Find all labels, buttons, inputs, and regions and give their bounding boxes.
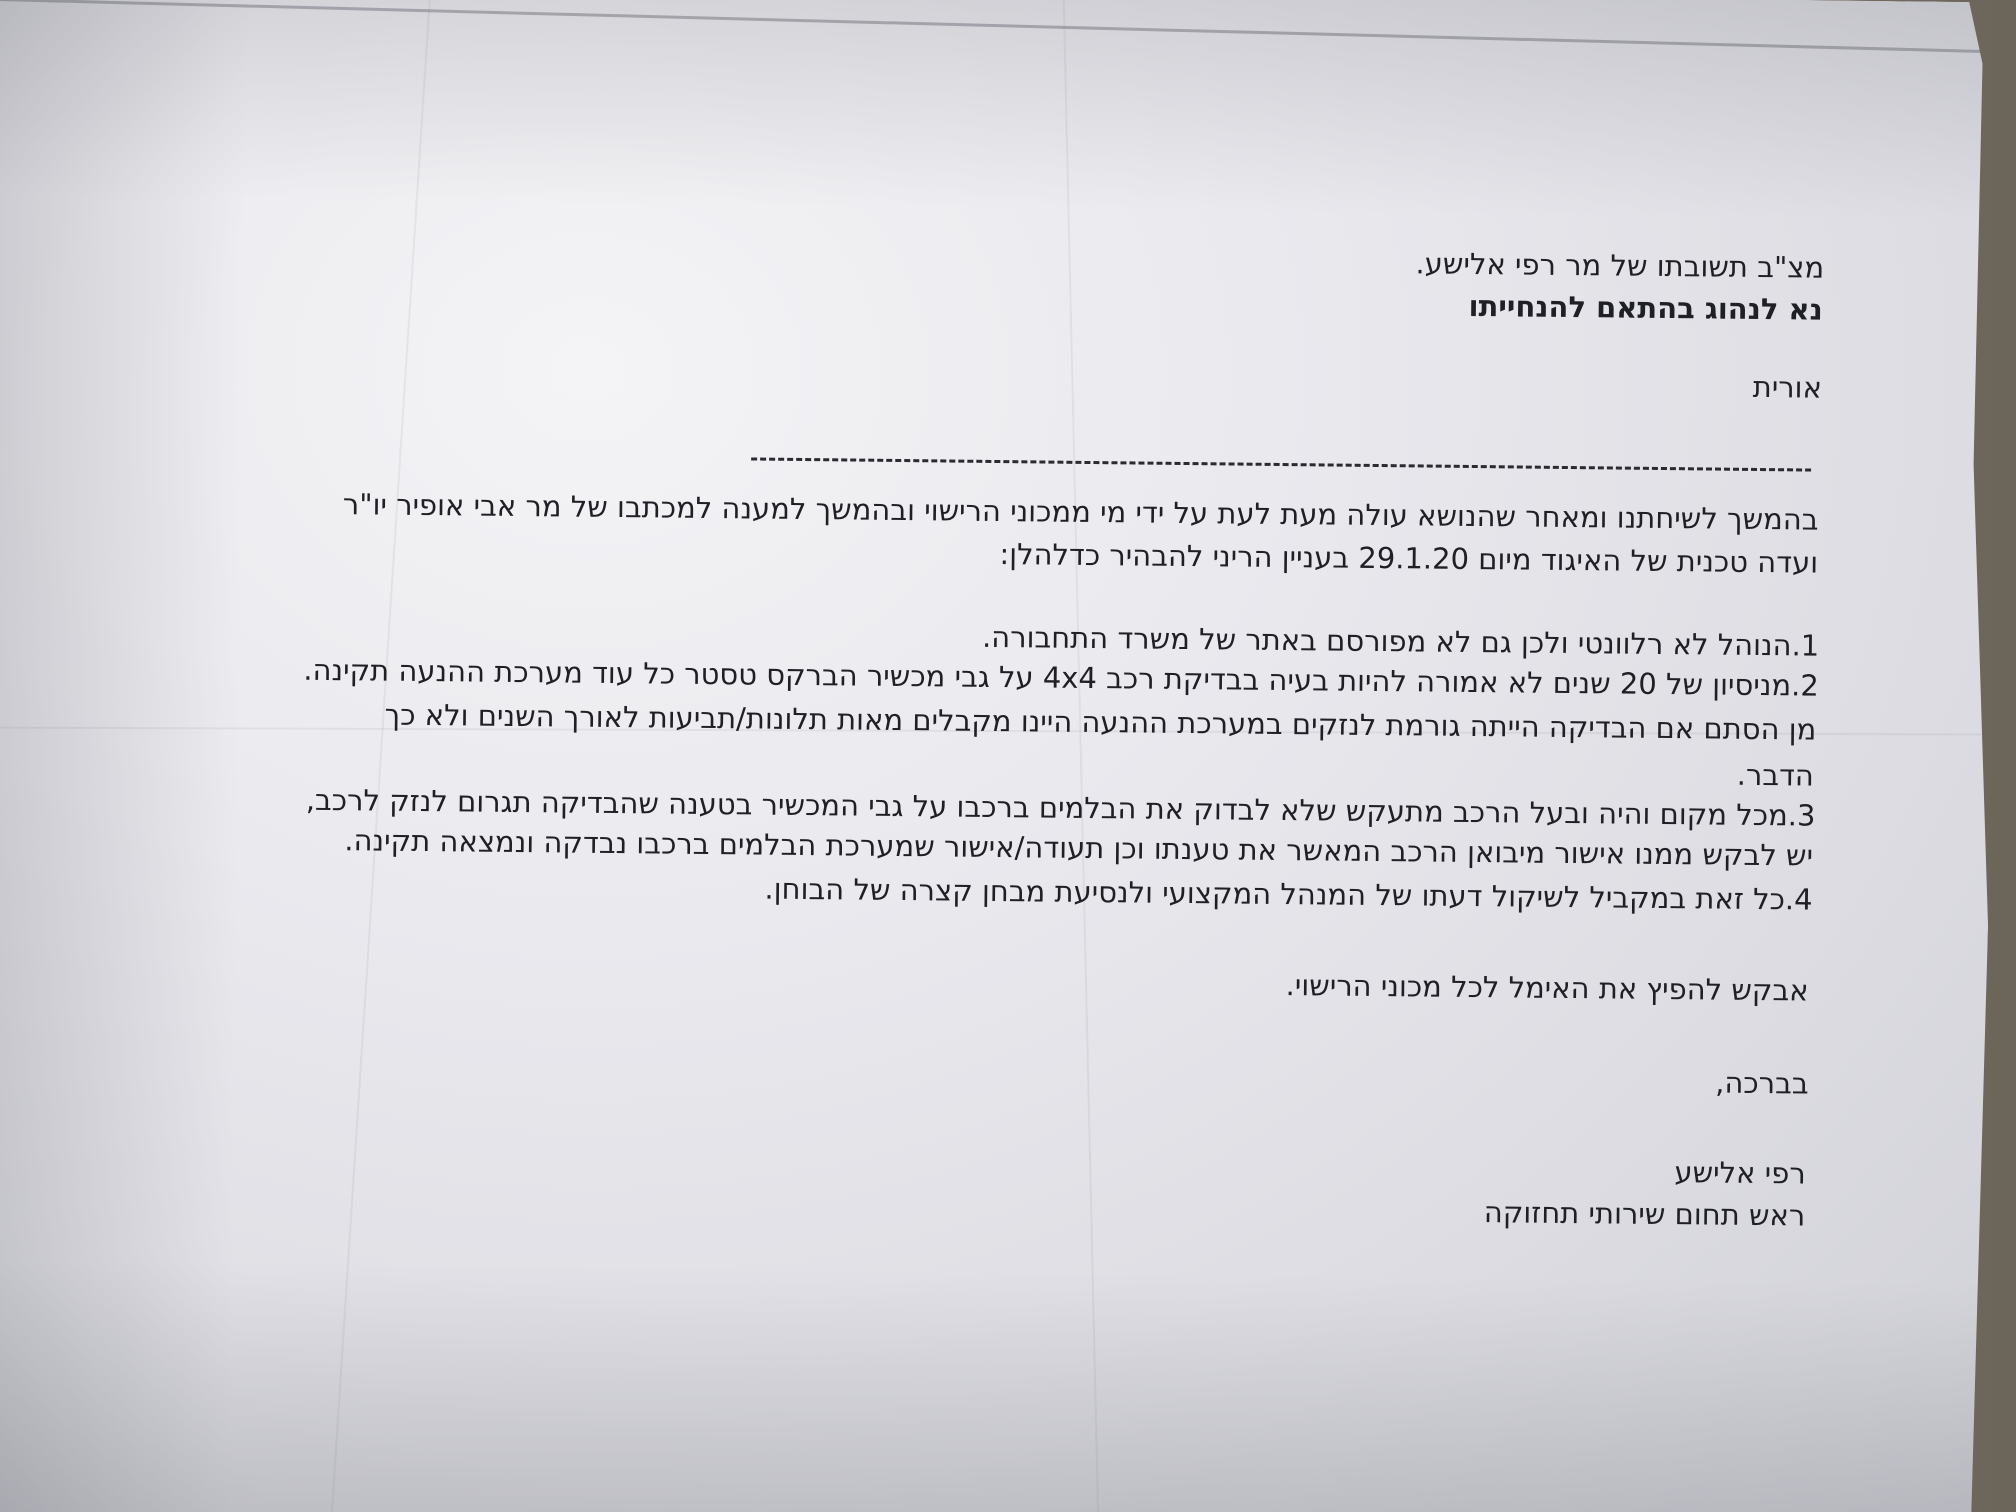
point-2-end: הדבר. xyxy=(1736,757,1815,793)
point-4: 4.כל זאת במקביל לשיקול דעתו של המנהל המקצועי ולנסיעת מבחן קצרה של הבוחן. xyxy=(764,871,1813,917)
instruction-line: נא לנהוג בהתאם להנחייתו xyxy=(1468,288,1823,327)
signer-name: רפי אלישע xyxy=(1674,1155,1806,1191)
point-3: 3.מכל מקום והיה ובעל הרכב מתעקש שלא לבדוק את הבלמים ברכבו על גבי המכשיר בטענה שהבדיקה תגרום לנזק לרכב, xyxy=(305,782,1816,833)
intro-line-1: בהמשך לשיחתנו ומאחר שהנושא עולה מעת לעת על ידי מי ממכוני הרישוי ובהמשך למענה למכתבו של מר אבי אופיר יו"ר xyxy=(342,487,1819,537)
dashed-divider xyxy=(751,457,1811,471)
point-2-continued: מן הסתם אם הבדיקה הייתה גורמת לנזקים במערכת ההנעה היינו מקבלים מאות תלונות/תביעות לאורך השנים ולא כך xyxy=(384,697,1817,747)
forward-signature: אורית xyxy=(1752,369,1823,405)
point-1: 1.הנוהל לא רלוונטי ולכן גם לא מפורסם באתר של משרד התחבורה. xyxy=(981,619,1820,663)
forward-line: מצ"ב תשובתו של מר רפי אלישע. xyxy=(1415,246,1825,285)
signer-title: ראש תחום שירותי תחזוקה xyxy=(1483,1195,1806,1233)
letter-body xyxy=(36,0,1952,1512)
request-line: אבקש להפיץ את האימל לכל מכוני הרישוי. xyxy=(1285,968,1809,1008)
intro-line-2: ועדה טכנית של האיגוד מיום 29.1.20 בעניין הריני להבהיר כדלהלן: xyxy=(999,537,1819,580)
point-2: 2.מניסיון של 20 שנים לא אמורה להיות בעיה בבדיקת רכב 4x4 על גבי מכשיר הברקס טסטר כל עוד מערכת ההנעה תקינה. xyxy=(303,652,1819,703)
point-3-continued: יש לבקש ממנו אישור מיבואן הרכב המאשר את טענתו וכן תעודה/אישור שמערכת הבלמים ברכבו נבדקה ונמצאה תקינה. xyxy=(344,823,1814,873)
closing: בברכה, xyxy=(1715,1065,1809,1101)
